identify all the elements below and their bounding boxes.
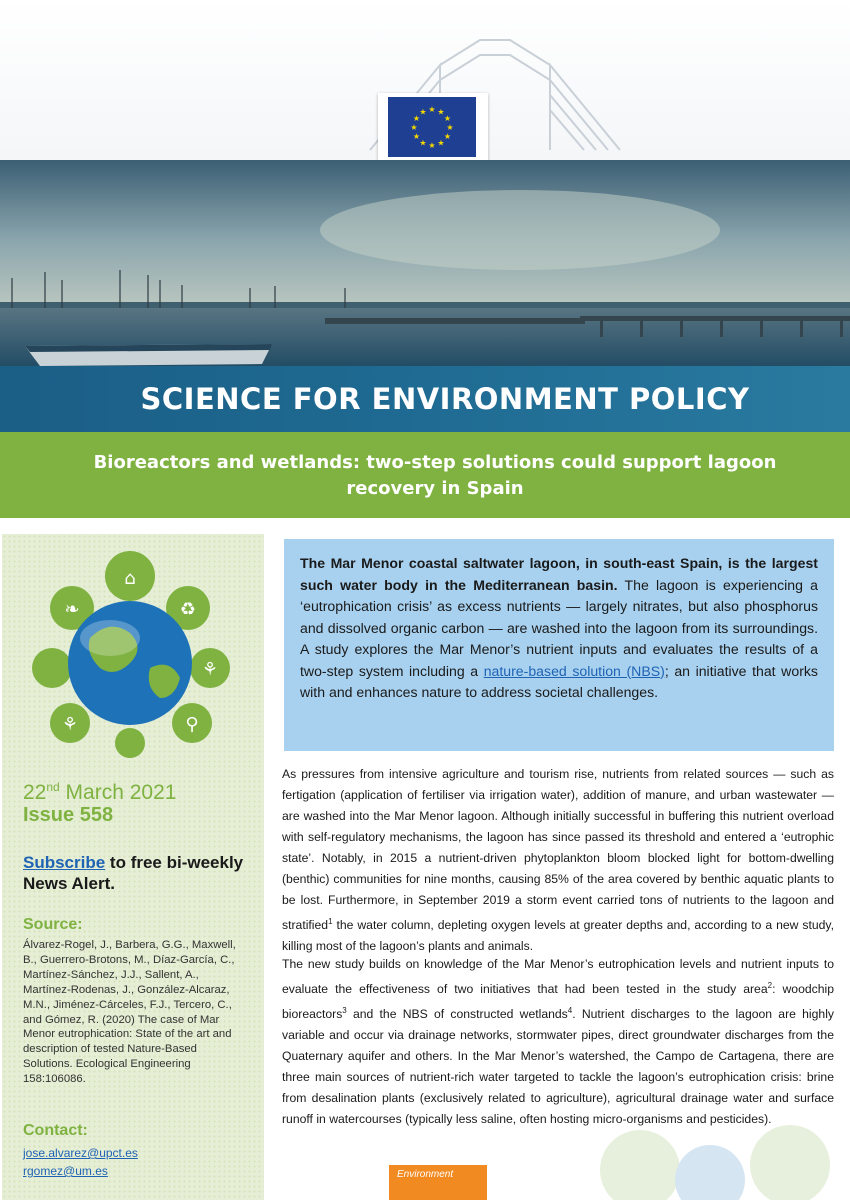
body-paragraph-2 xyxy=(282,954,834,1130)
svg-text:★: ★ xyxy=(419,138,427,148)
publication-date xyxy=(23,780,176,805)
svg-text:★: ★ xyxy=(410,123,418,132)
para2-text-end: . Nutrient discharges to the lagoon are highly variable and occur via drainage networks, stormwater pipes, direct groundwater discharges from the Quaternary aquifer and others. In the Mar Menor’s watershed, the Campo de Cartagena, there are three main sources of nutrient-rich water targeted to tackle the lagoon’s eutrophication crisis: brine from desalination plants (exclusively related to agriculture), agricultural drainage water and surface runoff in watercourses (typically less saline, often hosting micro-organisms and pesticides). xyxy=(282,1007,834,1127)
svg-text:❧: ❧ xyxy=(64,599,80,620)
svg-text:★: ★ xyxy=(446,123,454,132)
eu-flag-icon xyxy=(388,97,476,157)
article-title: Bioreactors and wetlands: two-step solutions could support lagoon recovery in Spain xyxy=(93,452,777,499)
abstract-box xyxy=(284,539,834,751)
svg-text:⚘: ⚘ xyxy=(201,659,219,680)
svg-text:♻: ♻ xyxy=(179,599,197,620)
svg-text:★: ★ xyxy=(443,114,452,123)
subtitle-band xyxy=(0,432,850,518)
svg-text:★: ★ xyxy=(437,138,445,148)
sidebar xyxy=(2,534,264,1200)
contact-email-link[interactable]: jose.alvarez@upct.es xyxy=(23,1146,138,1160)
abstract-text: The lagoon is experiencing a ‘eutrophication crisis’ as excess nutrients — largely nitrates, but also phosphorus and dissolved organic carbon — are washed into the lagoon from its surroundings. A study explores the Mar Menor’s nutrient inputs and evaluates the results of a two-step system including a xyxy=(300,576,818,679)
para2-text: : woodchip bioreactors xyxy=(282,982,834,1022)
section-tag-label: Environment xyxy=(397,1169,454,1180)
svg-text:⌂: ⌂ xyxy=(124,568,136,589)
contact-emails xyxy=(23,1144,138,1180)
publication-banner xyxy=(0,366,850,432)
issue-number: Issue 558 xyxy=(23,804,114,826)
contact-email-link[interactable]: rgomez@um.es xyxy=(23,1164,108,1178)
footnote-ref: 4 xyxy=(567,1006,573,1016)
date-day: 22 xyxy=(23,781,47,804)
body-paragraph-1 xyxy=(282,764,834,957)
lagoon-photo xyxy=(0,160,850,370)
svg-text:⚘: ⚘ xyxy=(61,714,79,735)
svg-text:★: ★ xyxy=(419,107,427,117)
abstract-text-end: ; an initiative that works with and enhances nature to address societal challenges. xyxy=(300,662,818,700)
date-suffix: nd xyxy=(46,780,60,794)
section-tag xyxy=(389,1165,487,1200)
svg-text:★: ★ xyxy=(443,132,452,141)
contact-heading: Contact: xyxy=(23,1122,88,1139)
svg-text:★: ★ xyxy=(428,141,436,150)
banner-title: SCIENCE FOR ENVIRONMENT POLICY xyxy=(140,382,750,416)
footnote-ref: 1 xyxy=(328,917,333,926)
para2-text: and the NBS of constructed wetlands xyxy=(346,1007,568,1022)
watermark-graphic xyxy=(560,1110,850,1200)
svg-text:★: ★ xyxy=(437,107,445,117)
nbs-link[interactable]: nature-based solution (NBS) xyxy=(483,662,665,679)
para2-text: The new study builds on knowledge of the Mar Menor’s eutrophication levels and nutrient inputs to evaluate the effectiveness of two initiatives that had been tested in the study area xyxy=(282,957,834,997)
footnote-ref: 2 xyxy=(767,981,773,990)
svg-text:★: ★ xyxy=(412,132,421,141)
svg-text:★: ★ xyxy=(428,105,436,114)
eco-globe-illustration xyxy=(30,548,230,758)
date-rest: March 2021 xyxy=(59,781,177,804)
para1-text: As pressures from intensive agriculture and tourism rise, nutrients from related sources — such as fertigation (application of fertiliser via irrigation water), addition of manure, and urban wastewater — are washed into the Mar Menor lagoon. Although initially successful in buffering this nutrient overload with self-regulatory mechanisms, the lagoon has since passed its threshold and entered a ‘eutrophic state’. Notably, in 2015 a nutrient-driven phytoplankton bloom blocked light for bottom-dwelling (benthic) communities for nine months, causing 85% of the area covered by benthic aquatic plants to be lost. Furthermore, in September 2019 a storm event carried tons of nutrients to the lagoon and stratified xyxy=(282,767,834,933)
source-citation: Álvarez-Rogel, J., Barbera, G.G., Maxwell, B., Guerrero-Brotons, M., Díaz-García, C., Martínez-Sánchez, J.J., Sallent, A., Martínez-Rodenas, J., González-Alcaraz, M.N., Jiménez-Cárceles, F.J., Tercero, C., and Gómez, R. (2020) The case of Mar Menor eutrophication: State of the art and description of tested Nature-Based Solutions. Ecological Engineering 158:106086. xyxy=(23,939,236,1086)
subscribe-block xyxy=(23,852,253,894)
header-area xyxy=(0,0,850,160)
subscribe-text: to free bi-weekly News Alert. xyxy=(23,853,244,893)
footnote-ref: 3 xyxy=(342,1006,347,1016)
svg-text:⚲: ⚲ xyxy=(185,714,199,735)
abstract-lead: The Mar Menor coastal saltwater lagoon, in south-east Spain, is the largest such water body in the Mediterranean basin. xyxy=(300,555,818,593)
svg-text:★: ★ xyxy=(412,114,421,123)
subscribe-link[interactable]: Subscribe xyxy=(23,853,106,872)
para1-text-end: the water column, depleting oxygen levels at greater depths and, according to a new study, killing most of the lagoon’s plants and animals. xyxy=(282,918,834,954)
source-heading: Source: xyxy=(23,916,83,933)
